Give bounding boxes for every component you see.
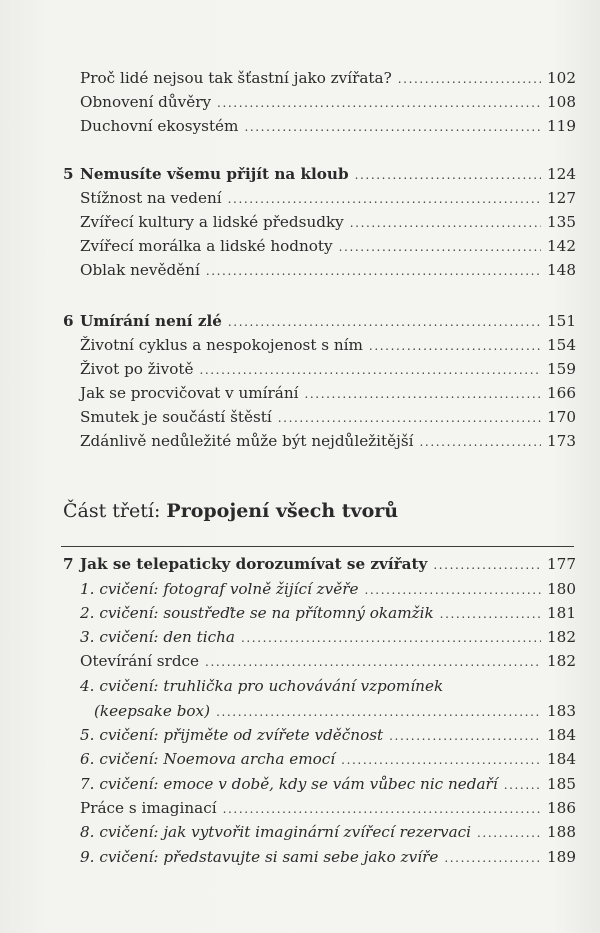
toc-entry-title: Otevírání srdce [80,652,200,670]
toc-entry-title: Oblak nevědění [80,261,200,279]
toc-entry-page: 189 [547,848,576,866]
chapter-5-heading[interactable] [63,162,576,186]
toc-entry-page: 183 [547,702,576,720]
dot-leader [440,602,541,626]
toc-entry[interactable] [80,601,576,625]
toc-entry-page: 148 [547,261,576,279]
toc-entry[interactable] [80,357,576,381]
toc-entry-title: Život po životě [80,360,194,378]
dot-leader [223,797,541,821]
toc-entry-title: 3. cvičení: den ticha [80,628,235,646]
toc-entry[interactable] [80,723,576,747]
toc-entry[interactable] [80,381,576,405]
toc-entry-title: 9. cvičení: představujte si sami sebe jako zvíře [80,848,439,866]
chapter-title: Nemusíte všemu přijít na kloub [80,165,349,183]
divider [61,546,574,547]
toc-entry[interactable] [80,649,576,673]
toc-entry[interactable] [80,333,576,357]
dot-leader [244,115,541,139]
toc-entry-title: Obnovení důvěry [80,93,212,111]
part-three-heading[interactable] [63,498,398,524]
toc-entry[interactable] [80,747,576,771]
dot-leader [420,430,542,454]
chapter-title: Jak se telepaticky dorozumívat se zvířaty [80,555,428,573]
toc-entry-title: Práce s imaginací [80,799,217,817]
toc-entry-page: 188 [547,823,576,841]
toc-entry-title: 6. cvičení: Noemova archa emocí [80,750,336,768]
toc-entry-title: Zvířecí kultury a lidské předsudky [80,213,344,231]
toc-entry-page: 184 [547,726,576,744]
toc-entry[interactable] [80,845,576,869]
dot-leader [217,91,541,115]
part-label: Část třetí: [63,500,167,522]
toc-entry-page: 186 [547,799,576,817]
toc-entry[interactable] [80,625,576,649]
toc-entry[interactable] [80,114,576,138]
dot-leader [205,650,541,674]
dot-leader [228,310,541,334]
toc-entry-title: Smutek je součástí štěstí [80,408,272,426]
dot-leader [504,773,541,797]
toc-entry-title: 8. cvičení: jak vytvořit imaginární zvířecí rezervaci [80,823,471,841]
toc-entry-page: 154 [547,336,576,354]
toc-entry[interactable] [80,820,576,844]
toc-entry[interactable] [80,90,576,114]
dot-leader [228,187,541,211]
toc-entry-title: (keepsake box) [94,702,211,720]
chapter-number: 6 [63,312,74,330]
dot-leader [477,821,541,845]
chapter-page: 124 [547,165,576,183]
chapter-page: 151 [547,312,576,330]
toc-entry-title: Zvířecí morálka a lidské hodnoty [80,237,333,255]
toc-entry-page: 166 [547,384,576,402]
toc-entry-page: 119 [547,117,576,135]
toc-entry-title: 5. cvičení: přijměte od zvířete vděčnost [80,726,384,744]
toc-entry[interactable] [80,210,576,234]
chapter-6-heading[interactable] [63,309,576,333]
toc-entry[interactable] [80,772,576,796]
dot-leader [369,334,541,358]
toc-entry-page: 181 [547,604,576,622]
toc-entry-page: 180 [547,580,576,598]
toc-entry[interactable] [80,405,576,429]
toc-entry-page: 173 [547,432,576,450]
toc-entry-page: 127 [547,189,576,207]
toc-entry[interactable] [80,796,576,820]
toc-entry-title: Jak se procvičovat v umírání [80,384,299,402]
dot-leader [241,626,541,650]
dot-leader [364,578,541,602]
dot-leader [341,748,541,772]
toc-entry[interactable] [80,577,576,601]
toc-entry[interactable] [80,429,576,453]
chapter-number: 7 [63,555,74,573]
toc-entry[interactable] [80,66,576,90]
toc-entry[interactable] [80,699,576,723]
part-title: Propojení všech tvorů [166,500,399,522]
toc-entry-title: Zdánlivě nedůležité může být nejdůležitější [80,432,414,450]
toc-entry-title: Stížnost na vedení [80,189,222,207]
toc-entry-title: 1. cvičení: fotograf volně žijící zvěře [80,580,359,598]
dot-leader [350,211,541,235]
chapter-page: 177 [547,555,576,573]
toc-entry-page: 102 [547,69,576,87]
toc-entry-title: Duchovní ekosystém [80,117,239,135]
dot-leader [433,553,541,577]
chapter-7-heading[interactable] [63,552,576,576]
dot-leader [216,700,541,724]
toc-entry[interactable] [80,258,576,282]
dot-leader [398,67,541,91]
toc-entry-page: 108 [547,93,576,111]
dot-leader [199,358,541,382]
dot-leader [389,724,541,748]
toc-entry-page: 184 [547,750,576,768]
toc-entry-title: 2. cvičení: soustřeďte se na přítomný okamžik [80,604,434,622]
toc-entry[interactable] [80,234,576,258]
dot-leader [206,259,541,283]
chapter-title: Umírání není zlé [80,312,222,330]
chapter-number: 5 [63,165,74,183]
toc-entry-title: Proč lidé nejsou tak šťastní jako zvířata? [80,69,392,87]
dot-leader [304,382,541,406]
toc-entry-title: 7. cvičení: emoce v době, kdy se vám vůbec nic nedaří [80,775,498,793]
toc-entry-title-line1[interactable]: 4. cvičení: truhlička pro uchovávání vzpomínek [80,677,444,695]
toc-entry-page: 182 [547,652,576,670]
toc-entry-title: Životní cyklus a nespokojenost s ním [80,336,363,354]
toc-entry-page: 142 [547,237,576,255]
toc-entry-page: 185 [547,775,576,793]
toc-entry-page: 135 [547,213,576,231]
toc-entry[interactable] [80,186,576,210]
dot-leader [278,406,541,430]
dot-leader [355,163,541,187]
dot-leader [444,846,541,870]
toc-entry-page: 170 [547,408,576,426]
toc-entry-page: 159 [547,360,576,378]
dot-leader [339,235,541,259]
toc-entry-page: 182 [547,628,576,646]
